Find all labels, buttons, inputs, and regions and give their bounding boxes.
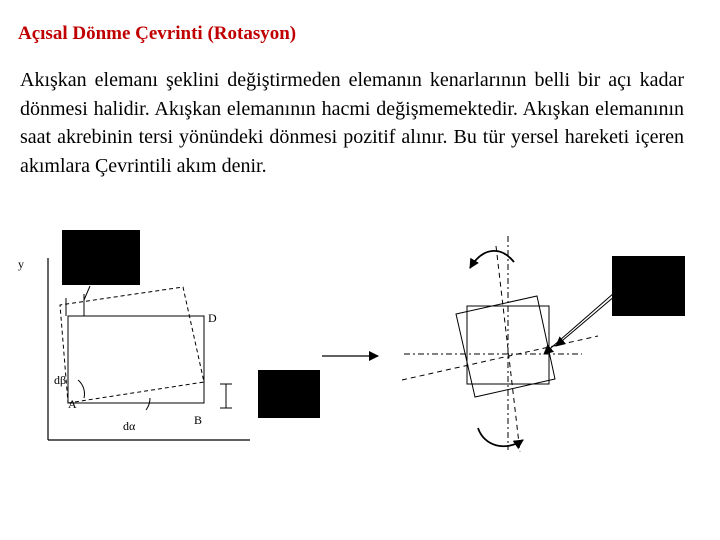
dalpha-arc	[146, 398, 150, 410]
label-A: A	[68, 397, 77, 411]
rotation-arrow-top	[470, 251, 514, 268]
black-box-top-left	[62, 230, 140, 285]
dbeta-arc	[78, 380, 84, 398]
axes	[48, 258, 250, 440]
black-box-right	[612, 256, 685, 316]
label-dbeta: dβ	[54, 373, 67, 387]
pointer-arrow-1	[544, 286, 622, 354]
black-box-bottom	[258, 370, 320, 418]
label-B: B	[194, 413, 203, 427]
right-axes	[402, 236, 598, 452]
right-rotated-square	[456, 296, 555, 397]
label-D: D	[208, 311, 217, 325]
displacement-mark-right	[220, 384, 232, 408]
slide-title: Açısal Dönme Çevrinti (Rotasyon)	[18, 23, 297, 44]
rotated-square	[60, 287, 204, 403]
original-square	[68, 316, 204, 403]
label-dalpha: dα	[123, 419, 136, 433]
y-axis-label: y	[18, 257, 24, 271]
body-paragraph: Akışkan elemanı şeklini değiştirmeden elemanın kenarlarının belli bir açı kadar dönmesi halidir. Akışkan elemanının hacmi değişmemektedir. Akışkan elemanının saat akrebinin tersi yönündeki dönmesi pozitif alınır. Bu tür yersel hareketi içeren akımlara Çevrintili akım denir.	[20, 69, 684, 177]
rotation-arrow-bottom	[478, 428, 523, 446]
